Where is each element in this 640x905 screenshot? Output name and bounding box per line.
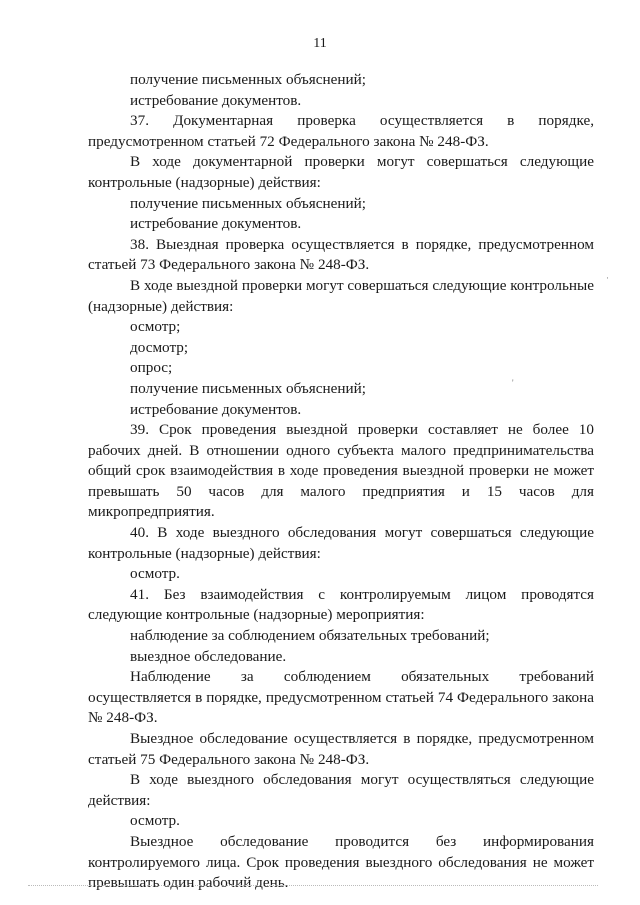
scan-artifact-line <box>28 885 598 887</box>
paragraph: 41. Без взаимодействия с контролируемым лицом проводятся следующие контрольные (надзорные) мероприятия: <box>88 585 594 624</box>
paragraph: истребование документов. <box>130 400 302 418</box>
document-body <box>88 70 594 894</box>
paragraph: В ходе выездного обследования могут осуществляться следующие действия: <box>88 771 594 809</box>
paragraph: Наблюдение за соблюдением обязательных требований осуществляется в порядке, предусмотренном статьей 74 Федерального закона № 248-ФЗ. <box>88 668 594 727</box>
scan-speck: ' <box>512 378 514 388</box>
paragraph: осмотр. <box>130 812 180 830</box>
paragraph: получение письменных объяснений; <box>130 379 366 397</box>
paragraph: осмотр. <box>130 565 180 583</box>
paragraph: 39. Срок проведения выездной проверки составляет не более 10 рабочих дней. В отношении одного субъекта малого предпринимательства общий срок взаимодействия в ходе проведения выездной проверки не может превышать 50 часов для малого предприятия и 15 часов для микропредприятия. <box>88 421 594 521</box>
paragraph: 38. Выездная проверка осуществляется в порядке, предусмотренном статьей 73 Федерального закона № 248-ФЗ. <box>88 235 594 274</box>
paragraph: получение письменных объяснений; <box>130 194 366 212</box>
paragraph: досмотр; <box>130 338 189 356</box>
paragraph: выездное обследование. <box>130 647 287 665</box>
page-number: 11 <box>313 36 327 51</box>
scan-speck: · <box>606 273 609 283</box>
paragraph: истребование документов. <box>130 215 302 233</box>
paragraph: Выездное обследование осуществляется в порядке, предусмотренном статьей 75 Федерального закона № 248-ФЗ. <box>88 730 594 768</box>
paragraph: осмотр; <box>130 318 181 336</box>
paragraph: Выездное обследование проводится без информирования контролируемого лица. Срок проведения выездного обследования не может превышать один рабочий день. <box>88 832 594 892</box>
paragraph: истребование документов. <box>130 91 302 109</box>
paragraph: опрос; <box>130 359 173 377</box>
paragraph: В ходе выездной проверки могут совершаться следующие контрольные (надзорные) действия: <box>88 276 594 315</box>
paragraph: 37. Документарная проверка осуществляется в порядке, предусмотренном статьей 72 Федерального закона № 248-ФЗ. <box>88 112 594 150</box>
paragraph: наблюдение за соблюдением обязательных требований; <box>130 627 490 645</box>
paragraph: получение письменных объяснений; <box>130 71 366 88</box>
paragraph: В ходе документарной проверки могут совершаться следующие контрольные (надзорные) действия: <box>88 153 594 191</box>
paragraph: 40. В ходе выездного обследования могут совершаться следующие контрольные (надзорные) действия: <box>88 524 594 562</box>
